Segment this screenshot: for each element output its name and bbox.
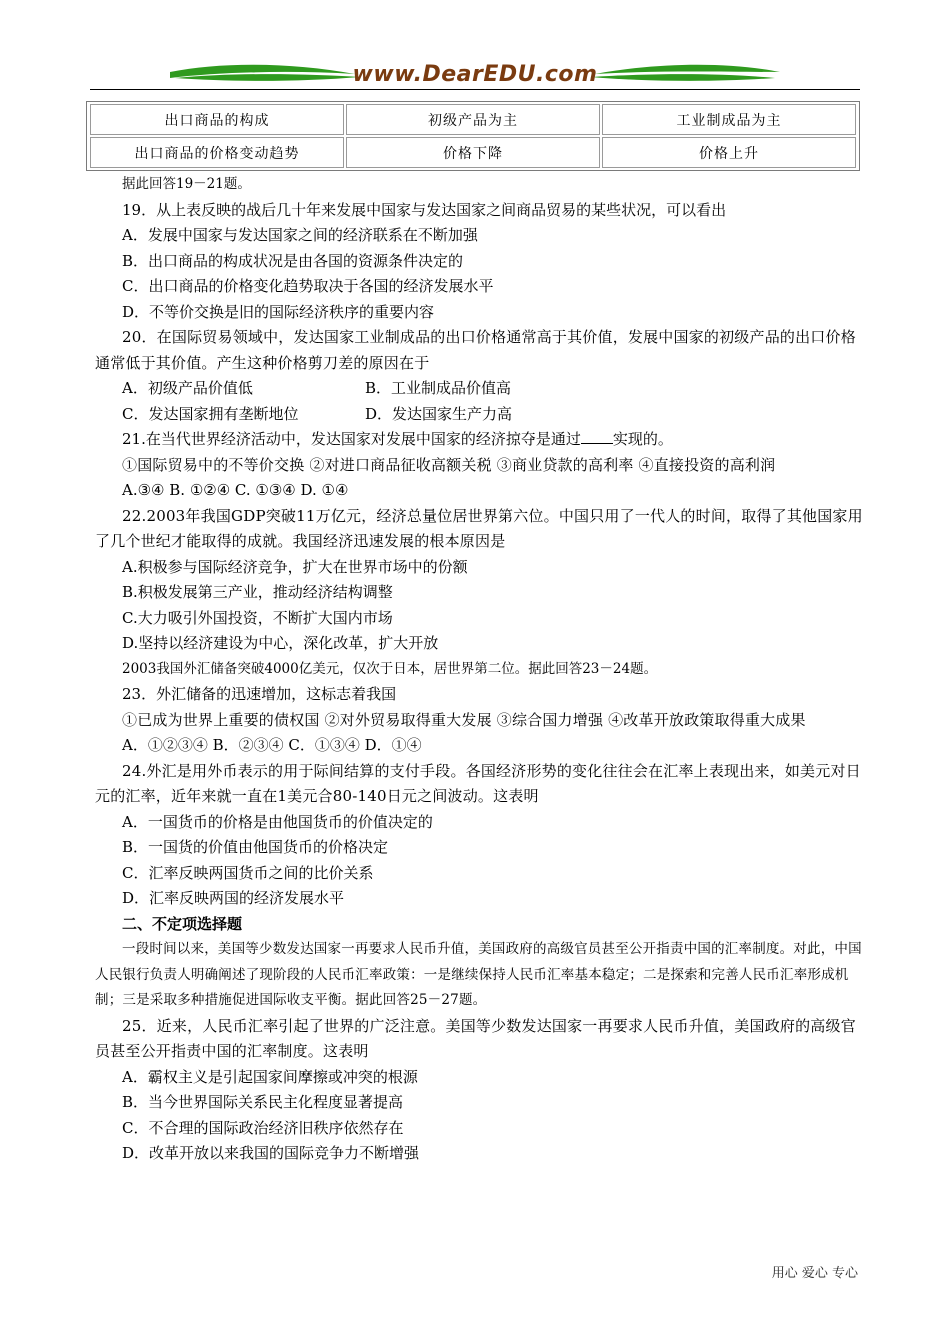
options-20-ab <box>95 376 865 402</box>
option-25-b: B．当今世界国际关系民主化程度显著提高 <box>122 1093 404 1111</box>
option-22-d: D.坚持以经济建设为中心，深化改革，扩大开放 <box>122 634 439 652</box>
question-20: 20．在国际贸易领域中，发达国家工业制成品的出口价格通常高于其价值，发展中国家的初级产品的出口价格通常低于其价值。产生这种价格剪刀差的原因在于 <box>95 328 856 372</box>
table-cell: 出口商品的构成 <box>90 104 344 135</box>
question-21-items: ①国际贸易中的不等价交换 ②对进口商品征收高额关税 ③商业贷款的高利率 ④直接投资的高利润 <box>122 455 776 474</box>
option-20-d: D．发达国家生产力高 <box>365 404 513 423</box>
option-22-a: A.积极参与国际经济竞争，扩大在世界市场中的份额 <box>122 557 468 576</box>
option-19-d: D．不等价交换是旧的国际经济秩序的重要内容 <box>122 302 435 321</box>
question-23: 23．外汇储备的迅速增加，这标志着我国 <box>122 685 397 703</box>
option-19-a: A．发展中国家与发达国家之间的经济联系在不断加强 <box>122 226 478 244</box>
question-23-items: ①已成为世界上重要的债权国 ②对外贸易取得重大发展 ③综合国力增强 ④改革开放政策取得重大成果 <box>122 710 806 729</box>
option-24-b: B．一国货的价值由他国货币的价格决定 <box>122 838 389 856</box>
question-21 <box>95 427 865 453</box>
table-cell: 价格上升 <box>602 137 856 168</box>
question-25: 25．近来，人民币汇率引起了世界的广泛注意。美国等少数发达国家一再要求人民币升值，美国政府的高级官员甚至公开指责中国的汇率制度。这表明 <box>95 1016 856 1060</box>
question-19: 19．从上表反映的战后几十年来发展中国家与发达国家之间商品贸易的某些状况，可以看出 <box>122 200 727 219</box>
options-21: A.③④ B. ①②④ C. ①③④ D. ①④ <box>122 481 349 499</box>
table-cell: 出口商品的价格变动趋势 <box>90 137 344 168</box>
section-heading: 二、不定项选择题 <box>122 914 243 933</box>
option-24-d: D．汇率反映两国的经济发展水平 <box>122 889 345 907</box>
table-row <box>89 104 857 135</box>
option-25-d: D．改革开放以来我国的国际竞争力不断增强 <box>122 1144 420 1162</box>
option-22-b: B.积极发展第三产业，推动经济结构调整 <box>122 583 393 601</box>
question-22: 22.2003年我国GDP突破11万亿元，经济总量位居世界第六位。中国只用了一代人的时间，取得了其他国家用了几个世纪才能取得的成就。我国经济迅速发展的根本原因是 <box>95 506 863 550</box>
options-23: A．①②③④ B．②③④ C．①③④ D．①④ <box>122 736 422 754</box>
table-cell: 价格下降 <box>346 137 600 168</box>
option-20-c: C．发达国家拥有垄断地位 <box>122 404 299 423</box>
option-25-c: C．不合理的国际政治经济旧秩序依然存在 <box>122 1118 404 1137</box>
option-20-a: A．初级产品价值低 <box>122 379 253 397</box>
trade-table <box>86 101 860 171</box>
option-25-a: A．霸权主义是引起国家间摩擦或冲突的根源 <box>122 1067 418 1086</box>
header-divider <box>90 89 860 90</box>
option-22-c: C.大力吸引外国投资，不断扩大国内市场 <box>122 608 393 627</box>
options-20-cd <box>95 402 865 428</box>
question-24: 24.外汇是用外币表示的用于际间结算的支付手段。各国经济形势的变化往往会在汇率上表现出来，如美元对日元的汇率，近年来就一直在1美元合80-140日元之间波动。这表明 <box>95 761 861 805</box>
page-footer: 用心 爱心 专心 <box>771 1266 858 1281</box>
page-header <box>90 60 860 90</box>
answer-blank <box>581 429 613 444</box>
option-19-c: C．出口商品的价格变化趋势取决于各国的经济发展水平 <box>122 277 494 295</box>
site-logo: www.DearEDU.com <box>352 62 598 87</box>
intro-23-24: 2003我国外汇储备突破4000亿美元，仅次于日本，居世界第二位。据此回答23－24题。 <box>122 660 658 677</box>
option-20-b: B．工业制成品价值高 <box>365 379 512 397</box>
intro-19-21: 据此回答19－21题。 <box>122 176 251 192</box>
question-21-text: 21.在当代世界经济活动中，发达国家对发展中国家的经济掠夺是通过 <box>122 430 581 448</box>
table-cell: 工业制成品为主 <box>602 104 856 135</box>
option-24-c: C．汇率反映两国货币之间的比价关系 <box>122 863 374 882</box>
question-21-tail: 实现的。 <box>612 430 673 448</box>
intro-25-27: 一段时间以来，美国等少数发达国家一再要求人民币升值，美国政府的高级官员甚至公开指责中国的汇率制度。对此，中国人民银行负责人明确阐述了现阶段的人民币汇率政策：一是继续保持人民币汇率基本稳定；二是探索和完善人民币汇率形成机制；三是采取多种措施促进国际收支平衡。据此回答25－27题。 <box>95 941 862 1008</box>
table-cell: 初级产品为主 <box>346 104 600 135</box>
table-row <box>89 137 857 168</box>
question-body <box>95 172 865 1167</box>
option-19-b: B．出口商品的构成状况是由各国的资源条件决定的 <box>122 251 464 270</box>
option-24-a: A．一国货币的价格是由他国货币的价值决定的 <box>122 812 433 831</box>
